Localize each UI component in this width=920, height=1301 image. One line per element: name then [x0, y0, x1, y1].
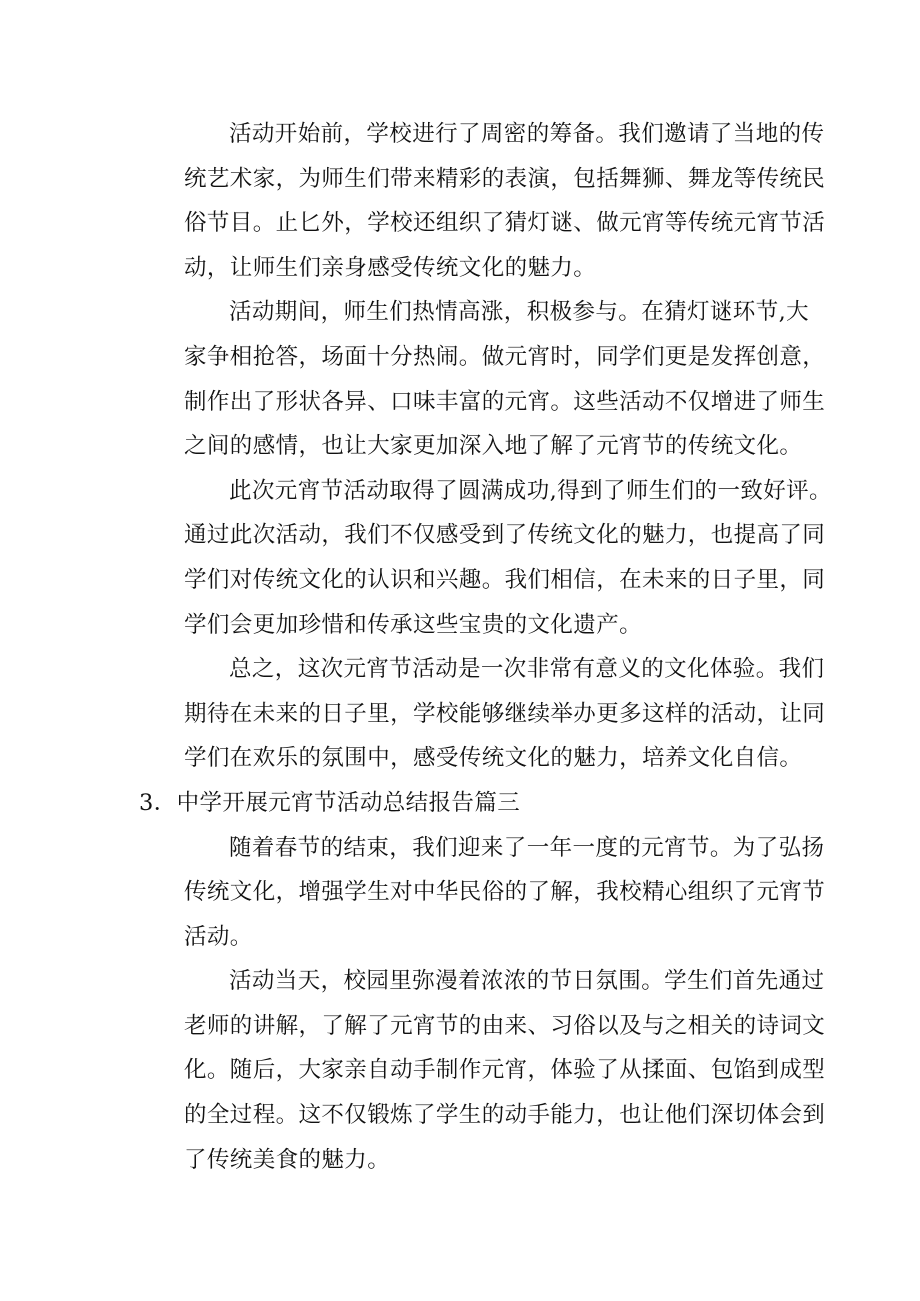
text-line: 活动开始前，学校进行了周密的筹备。我们邀请了当地的传: [229, 121, 825, 147]
text-line: 期待在未来的日子里，学校能够继续举办更多这样的活动，让同: [184, 700, 826, 727]
text-line: 学们在欢乐的氛围中，感受传统文化的魅力，培养文化自信。: [184, 745, 803, 772]
paragraph-preparation: [139, 112, 826, 290]
paragraph-introduction: [139, 826, 826, 960]
text-line: 化。随后，大家亲自动手制作元宵，体验了从揉面、包馅到成型: [184, 1057, 826, 1084]
text-line: 之间的感情，也让大家更加深入地了解了元宵节的传统文化。: [184, 433, 803, 460]
text-line: 老师的讲解，了解了元宵节的由来、习俗以及与之相关的诗词文: [184, 1012, 826, 1039]
text-line: 的全过程。这不仅锻炼了学生的动手能力，也让他们深切体会到: [184, 1102, 826, 1129]
text-line: 传统文化，增强学生对中华民俗的了解，我校精心组织了元宵节: [184, 879, 826, 906]
paragraph-during-activity: [139, 290, 826, 468]
text-line: 制作出了形状各异、口味丰富的元宵。这些活动不仅增进了师生: [184, 388, 826, 415]
text-line: 活动当天，校园里弥漫着浓浓的节日氛围。学生们首先通过: [229, 968, 825, 995]
text-line: 此次元宵节活动取得了圆满成功,得到了师生们的一致好评。: [229, 477, 832, 504]
text-line: 随着春节的结束，我们迎来了一年一度的元宵节。为了弘扬: [229, 834, 825, 861]
text-line: 学们会更加珍惜和传承这些宝贵的文化遗产。: [184, 611, 643, 638]
text-line: 家争相抢答，场面十分热闹。做元宵时，同学们更是发挥创意，: [184, 343, 826, 370]
paragraph-activity-day: [139, 959, 826, 1182]
text-line: 统艺术家，为师生们带来精彩的表演，包括舞狮、舞龙等传统民: [184, 165, 826, 192]
paragraph-conclusion: [139, 647, 826, 781]
text-line: 学们对传统文化的认识和兴趣。我们相信，在未来的日子里，同: [184, 566, 826, 593]
section-heading: 3．中学开展元宵节活动总结报告篇三: [139, 789, 521, 816]
text-line: 了传统美食的魅力。: [184, 1146, 391, 1173]
text-line: 总之，这次元宵节活动是一次非常有意义的文化体验。我们: [229, 656, 825, 683]
text-line: 动，让师生们亲身感受传统文化的魅力。: [184, 254, 597, 281]
document-body: [139, 112, 832, 1182]
text-line: 活动期间，师生们热情高涨，积极参与。在猜灯谜环节,大: [229, 299, 810, 326]
text-line: 通过此次活动，我们不仅感受到了传统文化的魅力，也提高了同: [184, 522, 826, 549]
text-line: 活动。: [184, 923, 253, 950]
text-line: 俗节目。止匕外，学校还组织了猜灯谜、做元宵等传统元宵节活: [184, 210, 826, 237]
paragraph-success: [139, 469, 832, 647]
